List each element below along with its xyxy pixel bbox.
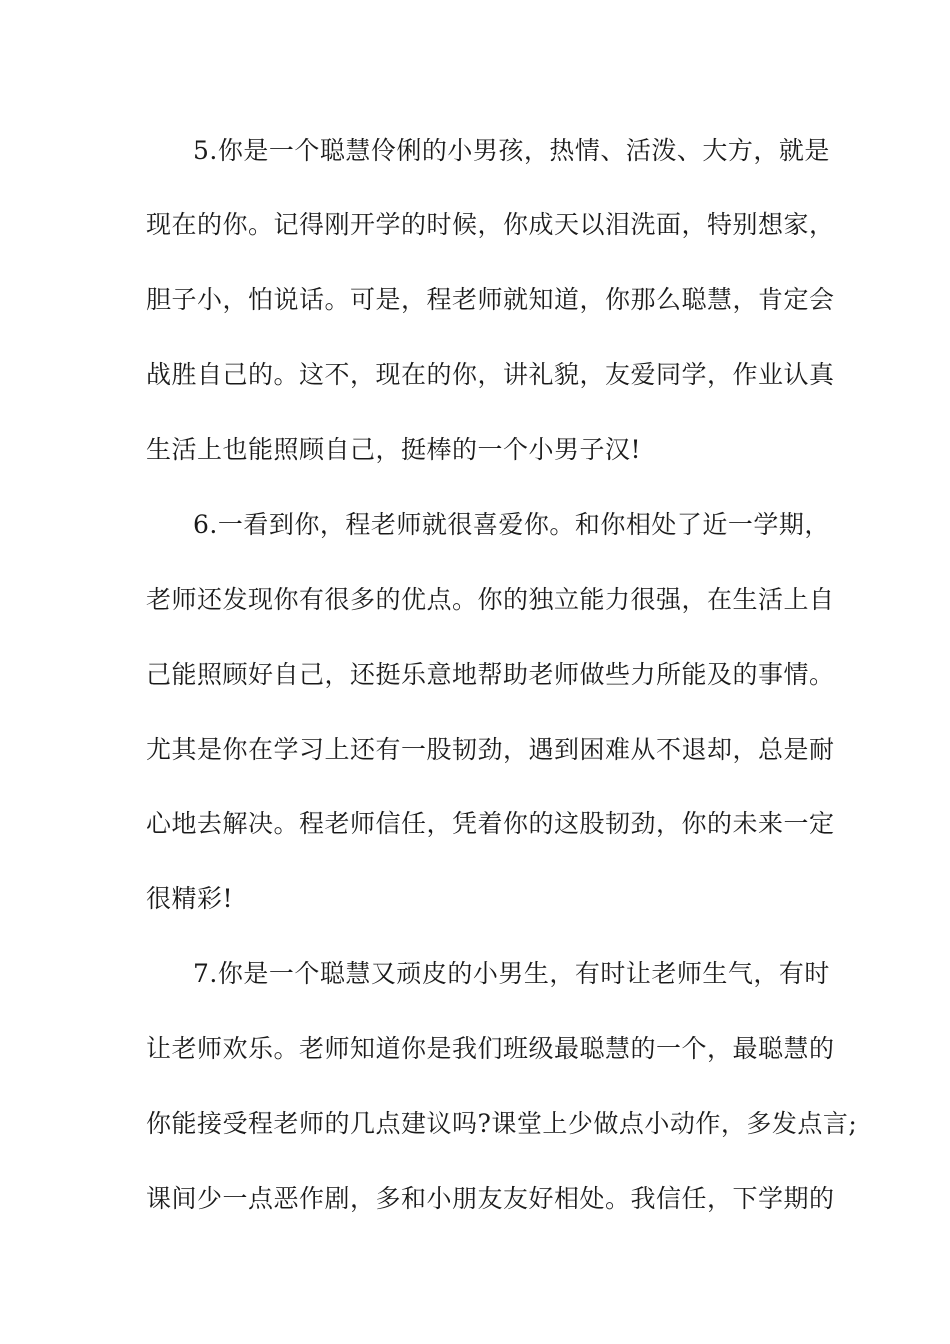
paragraph-7-line-1: 7.你是一个聪慧又顽皮的小男生，有时让老师生气，有时 — [193, 959, 830, 988]
paragraph-6-line-5: 心地去解决。程老师信任，凭着你的这股韧劲，你的未来一定 — [146, 809, 835, 838]
paragraph-5-line-1: 5.你是一个聪慧伶俐的小男孩，热情、活泼、大方，就是 — [193, 136, 830, 165]
paragraph-5-line-2: 现在的你。记得刚开学的时候，你成天以泪洗面，特别想家， — [146, 210, 835, 239]
paragraph-5-line-5: 生活上也能照顾自己，挺棒的一个小男子汉! — [146, 435, 642, 464]
paragraph-6-line-1: 6.一看到你，程老师就很喜爱你。和你相处了近一学期， — [193, 510, 830, 539]
paragraph-7-line-4: 课间少一点恶作剧，多和小朋友友好相处。我信任，下学期的 — [146, 1184, 835, 1213]
paragraph-7-line-3: 你能接受程老师的几点建议吗?课堂上少做点小动作，多发点言; — [146, 1109, 858, 1138]
paragraph-6-line-4: 尤其是你在学习上还有一股韧劲，遇到困难从不退却，总是耐 — [146, 735, 835, 764]
paragraph-6-line-3: 己能照顾好自己，还挺乐意地帮助老师做些力所能及的事情。 — [146, 660, 835, 689]
paragraph-5-line-3: 胆子小，怕说话。可是，程老师就知道，你那么聪慧，肯定会 — [146, 285, 835, 314]
paragraph-7-line-2: 让老师欢乐。老师知道你是我们班级最聪慧的一个，最聪慧的 — [146, 1034, 835, 1063]
paragraph-6-line-2: 老师还发现你有很多的优点。你的独立能力很强，在生活上自 — [146, 585, 835, 614]
paragraph-6-line-6: 很精彩! — [146, 884, 234, 913]
paragraph-5-line-4: 战胜自己的。这不，现在的你，讲礼貌，友爱同学，作业认真 — [146, 360, 835, 389]
